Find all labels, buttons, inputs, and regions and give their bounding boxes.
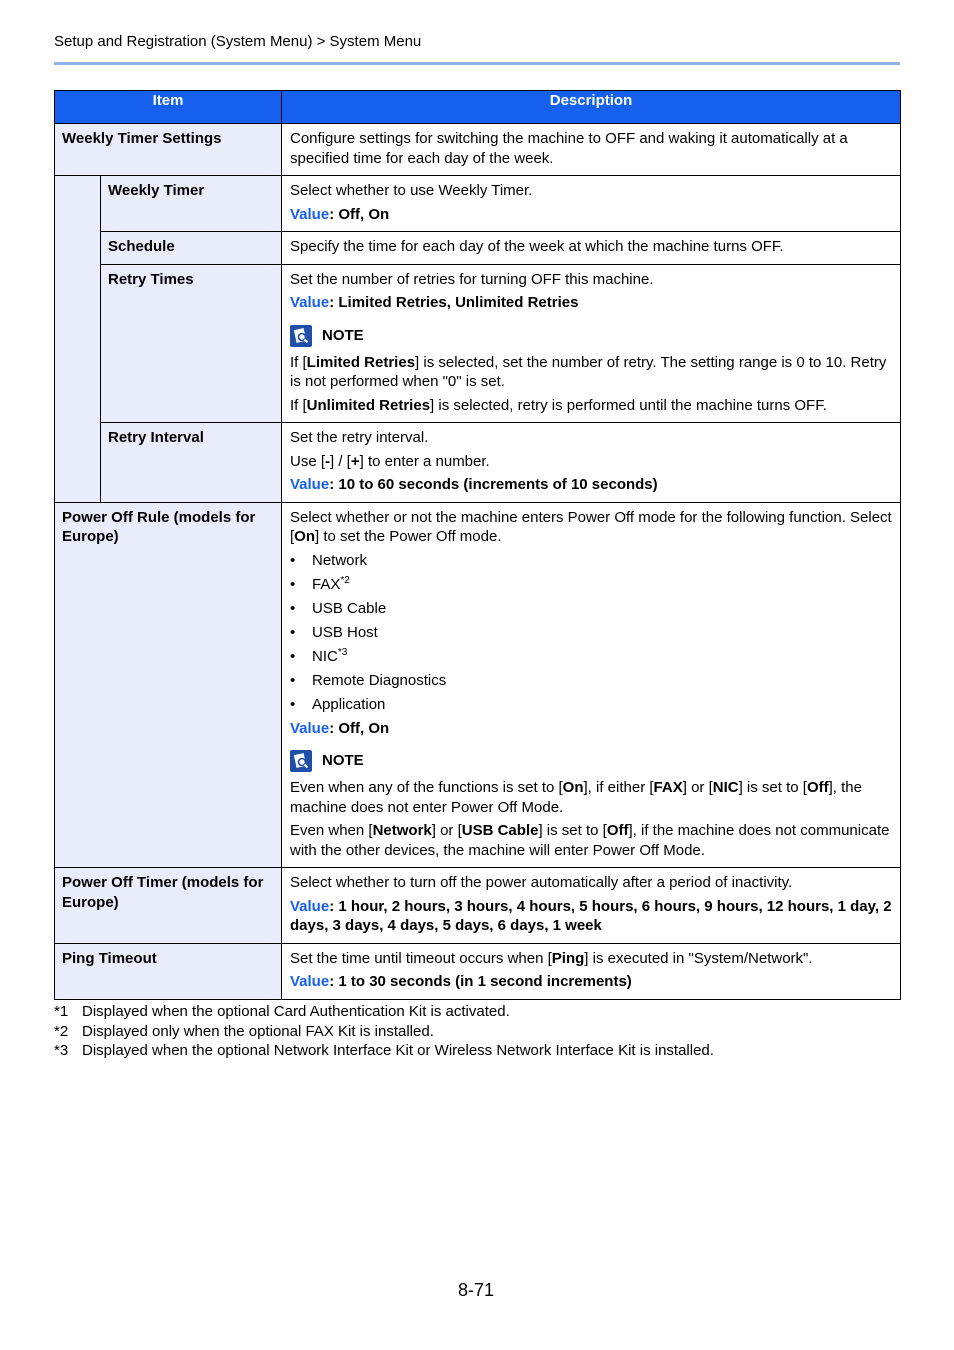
list-item-text: Network: [312, 551, 368, 569]
value-line: [290, 205, 892, 225]
row-item-power-off-timer: Power Off Timer (models for Europe): [55, 868, 282, 944]
note-magnifier-icon: [290, 325, 312, 347]
value-text: : Off, On: [329, 205, 390, 223]
description-text: Specify the time for each day of the week at which the machine turns OFF.: [290, 238, 784, 255]
note-text: [290, 396, 892, 416]
value-label: Value: [290, 719, 330, 737]
footnote-ref: *2: [340, 574, 350, 586]
use-keys-text: [290, 452, 892, 472]
note-heading: [290, 750, 892, 772]
text-fragment: ] is set to [: [538, 822, 607, 839]
bold-term: NIC: [712, 779, 739, 796]
bold-term: Off: [606, 822, 629, 839]
list-item-text: Remote Diagnostics: [312, 671, 447, 689]
row-desc-retry-interval: [282, 423, 901, 503]
bullet: •: [290, 599, 296, 617]
note-heading: [290, 325, 892, 347]
column-header-description: Description: [282, 91, 901, 124]
value-text: : 1 hour, 2 hours, 3 hours, 4 hours, 5 hours, 6 hours, 9 hours, 12 hours, 1 day, 2 days, 3 days, 4 days, 5 days, 6 days, 1 week: [290, 897, 892, 934]
row-desc-weekly-timer-settings: [282, 124, 901, 176]
description-text: Set the retry interval.: [290, 429, 429, 446]
value-text: : Limited Retries, Unlimited Retries: [329, 294, 579, 311]
footnote-text: Displayed only when the optional FAX Kit is installed.: [82, 1022, 434, 1040]
footnote-ref: *3: [337, 646, 348, 658]
text-fragment: Set the time until timeout occurs when [: [290, 949, 552, 967]
list-item: [290, 551, 892, 571]
text-fragment: ], if either [: [583, 779, 654, 796]
row-desc-power-off-rule: [282, 502, 901, 868]
note-label: NOTE: [322, 752, 364, 770]
bullet: •: [290, 695, 296, 713]
settings-table: [54, 90, 901, 1000]
list-item: [290, 575, 892, 595]
row-desc-ping-timeout: [282, 943, 901, 999]
text-fragment: ] or [: [682, 779, 713, 796]
bold-term: USB Cable: [461, 822, 539, 839]
table-header-row: [55, 91, 901, 124]
text-fragment: ] or [: [431, 822, 462, 839]
value-line: [290, 475, 892, 495]
bullet: •: [290, 671, 296, 689]
table-row: [55, 943, 901, 999]
list-item-text: USB Cable: [312, 599, 387, 617]
value-label: Value: [290, 476, 330, 493]
value-label: Value: [290, 205, 330, 223]
note-label: NOTE: [322, 326, 364, 344]
description-text: [290, 508, 892, 547]
bold-term: Unlimited Retries: [306, 396, 431, 414]
row-desc-retry-times: [282, 264, 901, 423]
page-number: 8-71: [458, 1280, 495, 1300]
table-row: [55, 124, 901, 176]
footnote: [54, 1002, 914, 1022]
table-row: [55, 868, 901, 944]
text-fragment: ], the machine does not enter Power Off Mode.: [290, 779, 862, 816]
bold-term: On: [562, 779, 584, 796]
table-row: [55, 423, 901, 503]
breadcrumb: Setup and Registration (System Menu) > System Menu: [54, 33, 422, 50]
value-text: : 1 to 30 seconds (in 1 second increments): [329, 973, 632, 990]
row-item-retry-times: Retry Times: [101, 264, 282, 423]
bold-term: Off: [806, 779, 829, 796]
list-item: [290, 671, 892, 691]
note-text: [290, 353, 892, 392]
row-desc-schedule: [282, 232, 901, 265]
bullet: •: [290, 647, 296, 665]
description-text: Configure settings for switching the machine to OFF and waking it automatically at a specified time for each day of the week.: [290, 130, 848, 167]
bold-term: Limited Retries: [306, 353, 416, 371]
footnote: [54, 1041, 914, 1061]
table-row: [55, 502, 901, 868]
text-fragment: ], if the machine does not communicate with the other devices, the machine will enter Power Off Mode.: [290, 822, 890, 859]
footnote-text: Displayed when the optional Network Interface Kit or Wireless Network Interface Kit is installed.: [82, 1042, 714, 1059]
value-line: [290, 897, 892, 936]
table-row: [55, 176, 901, 232]
note-text: [290, 778, 892, 817]
bold-term: Network: [372, 822, 432, 839]
bullet: •: [290, 551, 296, 569]
value-text: : 10 to 60 seconds (increments of 10 seconds): [329, 476, 658, 493]
footnote-text: Displayed when the optional Card Authentication Kit is activated.: [82, 1003, 510, 1020]
text-fragment: If [: [290, 396, 307, 414]
bold-term: FAX: [653, 779, 683, 796]
value-text: : Off, On: [329, 719, 390, 737]
row-item-ping-timeout: Ping Timeout: [55, 943, 282, 999]
plus-key: +: [350, 452, 360, 470]
footnote-mark: *1: [54, 1003, 69, 1020]
row-item-schedule: Schedule: [101, 232, 282, 265]
text-fragment: ] to enter a number.: [359, 452, 490, 470]
list-item: [290, 623, 892, 643]
text-fragment: ] / [: [330, 452, 351, 470]
value-label: Value: [290, 973, 330, 990]
function-list: [290, 551, 892, 715]
list-item-text: NIC: [312, 647, 338, 665]
row-desc-weekly-timer: [282, 176, 901, 232]
description-text: Select whether to use Weekly Timer.: [290, 182, 533, 199]
list-item-text: USB Host: [312, 623, 378, 641]
value-label: Value: [290, 294, 330, 311]
text-fragment: ] is set to [: [738, 779, 807, 796]
text-fragment: ] to set the Power Off mode.: [315, 528, 502, 545]
note-text: [290, 821, 892, 860]
footnote-mark: *2: [54, 1022, 69, 1040]
text-fragment: Even when any of the functions is set to [: [290, 779, 563, 796]
table-row: [55, 264, 901, 423]
list-item-text: FAX: [312, 575, 341, 593]
value-line: [290, 293, 892, 313]
row-desc-power-off-timer: [282, 868, 901, 944]
column-header-item: Item: [55, 91, 282, 124]
list-item: [290, 647, 892, 667]
text-fragment: Use [: [290, 452, 326, 470]
footnote: [54, 1022, 914, 1042]
note-magnifier-icon: [290, 750, 312, 772]
text-fragment: ] is selected, retry is performed until the machine turns OFF.: [430, 396, 827, 414]
description-text: Set the number of retries for turning OFF this machine.: [290, 270, 654, 288]
text-fragment: ] is executed in "System/Network".: [584, 949, 813, 967]
text-fragment: Even when [: [290, 822, 373, 839]
list-item-text: Application: [312, 695, 386, 713]
header-rule: [54, 62, 900, 65]
value-line: [290, 719, 892, 739]
row-item-weekly-timer-settings: Weekly Timer Settings: [55, 124, 282, 176]
list-item: [290, 695, 892, 715]
bullet: •: [290, 623, 296, 641]
description-text: Select whether to turn off the power automatically after a period of inactivity.: [290, 874, 793, 891]
footnote-mark: *3: [54, 1042, 69, 1059]
bold-term: Ping: [551, 949, 585, 967]
value-line: [290, 972, 892, 992]
indent-spacer: [55, 176, 101, 503]
text-fragment: If [: [290, 353, 307, 371]
row-item-retry-interval: Retry Interval: [101, 423, 282, 503]
bullet: •: [290, 575, 296, 593]
table-row: [55, 232, 901, 265]
bold-term: On: [294, 528, 316, 545]
text-fragment: Select whether or not the machine enters Power Off mode for the following function. Select [: [290, 508, 892, 545]
description-text: [290, 949, 892, 969]
value-label: Value: [290, 897, 330, 915]
footnotes: [54, 1002, 914, 1061]
list-item: [290, 599, 892, 619]
minus-key: -: [325, 452, 331, 470]
row-item-weekly-timer: Weekly Timer: [101, 176, 282, 232]
row-item-power-off-rule: Power Off Rule (models for Europe): [55, 502, 282, 868]
text-fragment: ] is selected, set the number of retry. The setting range is 0 to 10. Retry is not performed when "0" is set.: [290, 353, 887, 390]
